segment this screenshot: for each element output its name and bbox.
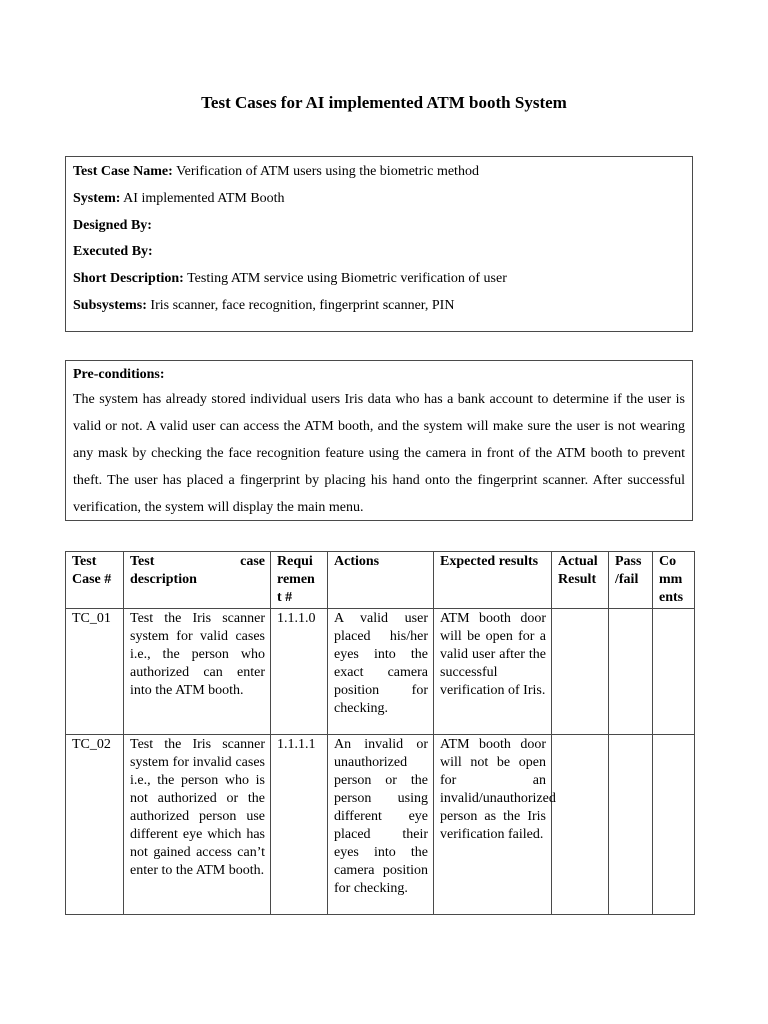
test-case-name-line bbox=[73, 161, 685, 188]
system-line bbox=[73, 188, 685, 215]
header-expected-results: Expected results bbox=[434, 552, 552, 609]
table-row bbox=[66, 609, 695, 735]
header-actual-result: Actual Result bbox=[552, 552, 609, 609]
header-actions: Actions bbox=[328, 552, 434, 609]
test-case-table bbox=[65, 551, 695, 915]
designed-by-label: Designed By: bbox=[73, 217, 152, 233]
cell-actions: A valid user placed his/her eyes into the exact camera position for checking. bbox=[328, 609, 434, 735]
header-requirement: Requi remen t # bbox=[271, 552, 328, 609]
subsystems-line bbox=[73, 295, 685, 322]
cell-requirement: 1.1.1.1 bbox=[271, 735, 328, 915]
test-case-info-box bbox=[65, 156, 693, 332]
header-description-word-2: case bbox=[240, 554, 265, 569]
short-description-label: Short Description: bbox=[73, 271, 184, 287]
test-case-name-label: Test Case Name: bbox=[73, 164, 173, 179]
cell-comments bbox=[653, 735, 695, 915]
cell-description: Test the Iris scanner system for invalid cases i.e., the person who is not authorized or the authorized person use different eye which has not gained access can’t enter to the ATM booth. bbox=[124, 735, 271, 915]
subsystems-label: Subsystems: bbox=[73, 297, 147, 313]
table-header-row bbox=[66, 552, 695, 609]
executed-by-line bbox=[73, 241, 685, 268]
preconditions-text: The system has already stored individual users Iris data who has a bank account to determine if the user is valid or not. A valid user can access the ATM booth, and the system will make sure the user is not wearing any mask by checking the face recognition feature using the camera in front of the ATM booth to prevent theft. The user has placed a fingerprint by placing his hand onto the fingerprint scanner. After successful verification, the system will display the main menu. bbox=[73, 392, 685, 516]
header-comments: Co mm ents bbox=[653, 552, 695, 609]
system-value: AI implemented ATM Booth bbox=[123, 190, 285, 206]
cell-comments bbox=[653, 609, 695, 735]
cell-actual-result bbox=[552, 609, 609, 735]
short-description-line bbox=[73, 268, 685, 295]
header-test-case: Test Case # bbox=[66, 552, 124, 609]
short-description-value: Testing ATM service using Biometric verification of user bbox=[187, 271, 507, 287]
system-label: System: bbox=[73, 190, 121, 206]
cell-actions: An invalid or unauthorized person or the person using different eye placed their eyes into the camera position for checking. bbox=[328, 735, 434, 915]
cell-test-case-id: TC_01 bbox=[66, 609, 124, 735]
cell-pass-fail bbox=[609, 609, 653, 735]
document-title: Test Cases for AI implemented ATM booth System bbox=[201, 93, 567, 112]
cell-description: Test the Iris scanner system for valid cases i.e., the person who authorized can enter into the ATM booth. bbox=[124, 609, 271, 735]
header-pass-fail: Pass /fail bbox=[609, 552, 653, 609]
cell-test-case-id: TC_02 bbox=[66, 735, 124, 915]
cell-pass-fail bbox=[609, 735, 653, 915]
subsystems-value: Iris scanner, face recognition, fingerprint scanner, PIN bbox=[150, 297, 455, 313]
cell-actual-result bbox=[552, 735, 609, 915]
preconditions-box bbox=[65, 360, 693, 521]
cell-expected-results: ATM booth door will be open for a valid user after the successful verification of Iris. bbox=[434, 609, 552, 735]
header-description-word-1: Test bbox=[130, 554, 155, 569]
test-case-name-value: Verification of ATM users using the biometric method bbox=[176, 164, 479, 179]
cell-requirement: 1.1.1.0 bbox=[271, 609, 328, 735]
preconditions-label: Pre-conditions: bbox=[73, 367, 165, 382]
header-description-word-3: description bbox=[130, 572, 197, 587]
cell-expected-results: ATM booth door will not be open for an invalid/unauthorized person as the Iris verification failed. bbox=[434, 735, 552, 915]
table-row bbox=[66, 735, 695, 915]
header-description bbox=[124, 552, 271, 609]
executed-by-label: Executed By: bbox=[73, 244, 153, 260]
designed-by-line bbox=[73, 215, 685, 242]
